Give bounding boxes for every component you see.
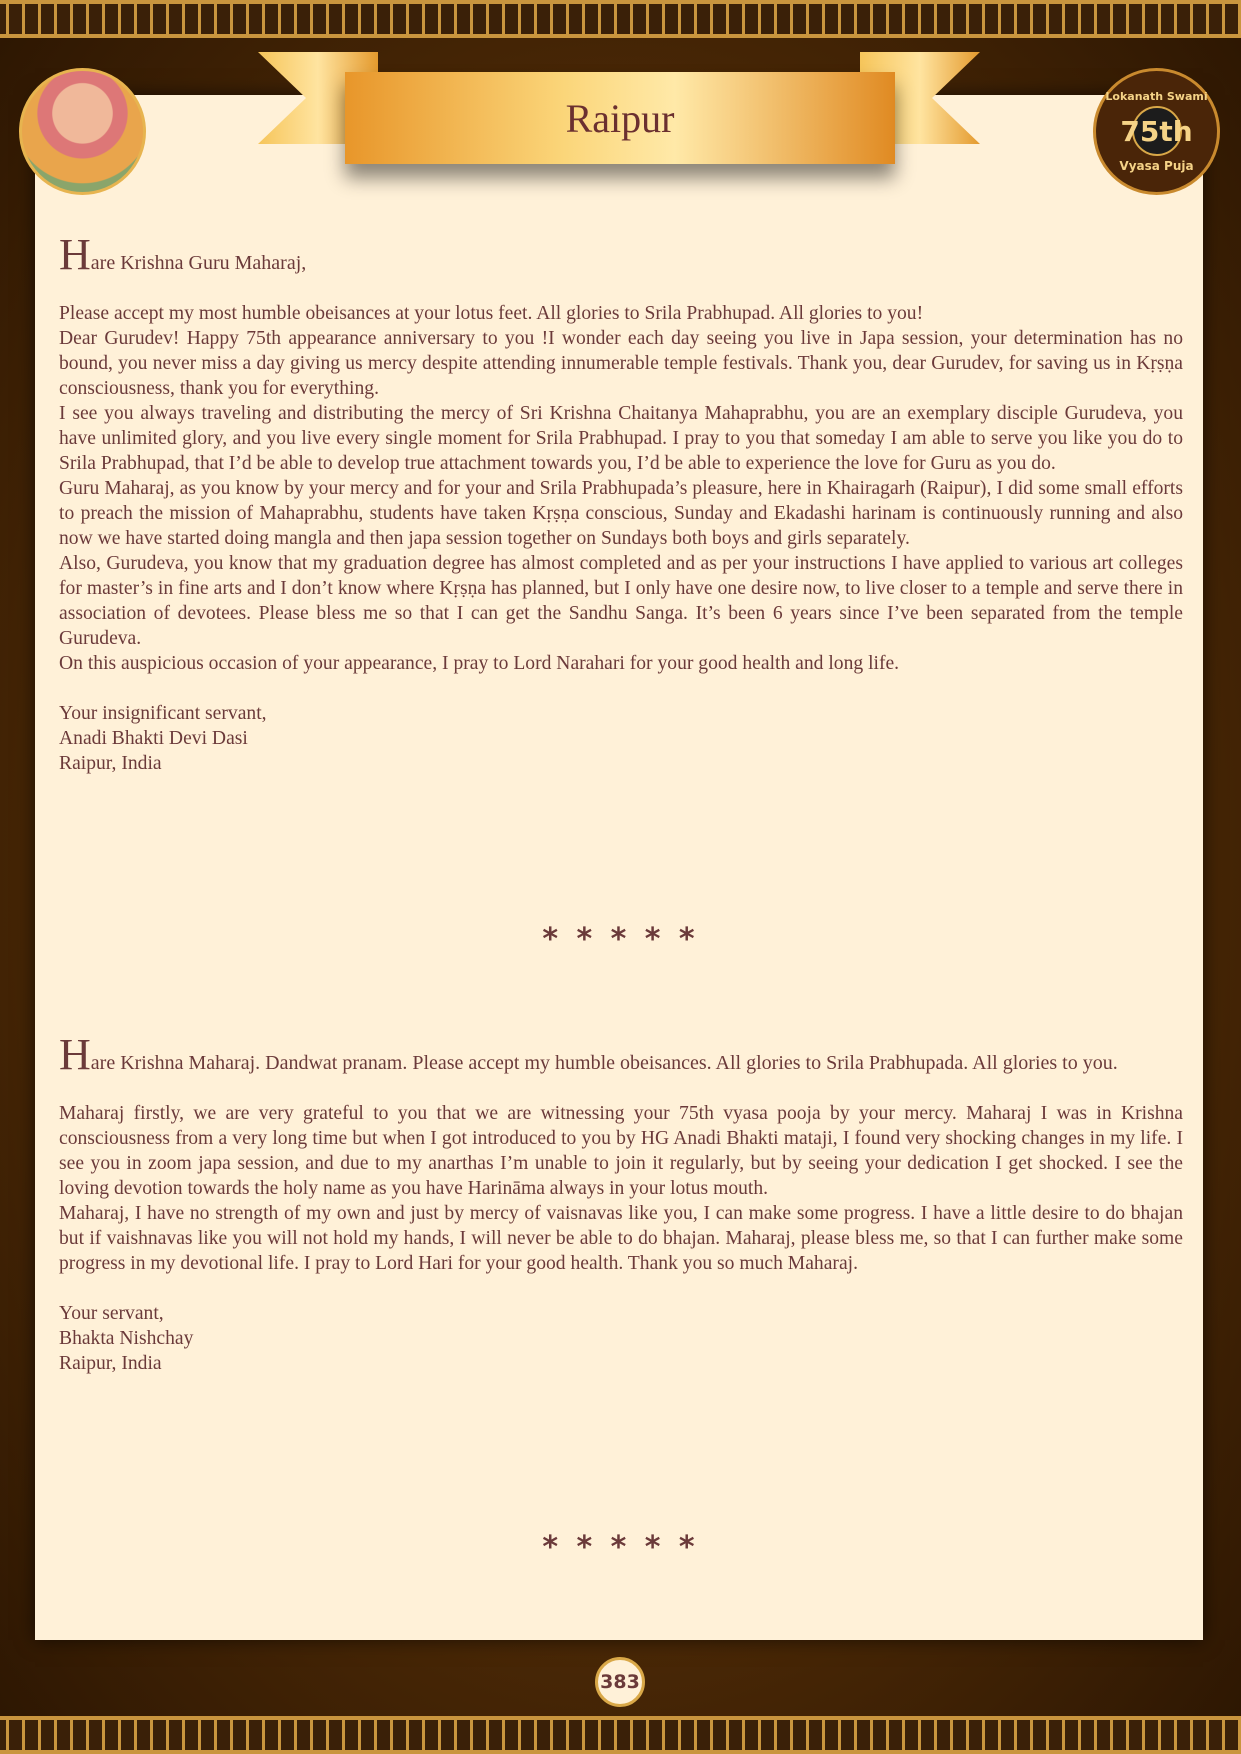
separator-stars: * * * * * bbox=[542, 1530, 699, 1565]
drop-cap: H bbox=[59, 1030, 91, 1079]
salutation bbox=[59, 230, 1183, 279]
title-ribbon bbox=[345, 72, 895, 164]
paragraph: Maharaj, I have no strength of my own and just by mercy of vaisnavas like you, I can make some progress. I have a little desire to do bhajan but if vaishnavas like you will not hold my hands, I will never be able to do bhajan. Maharaj, please bless me, so that I can further make some progress in my devotional life. I pray to Lord Hari for your good health. Thank you so much Maharaj. bbox=[59, 1203, 1183, 1274]
paragraph: Guru Maharaj, as you know by your mercy and for your and Srila Prabhupada’s pleasure, here in Khairagarh (Raipur), I did some small efforts to preach the mission of Mahaprabhu, students have taken Kṛṣṇa conscious, Sunday and Ekadashi harinam is continuously running and also now we have started doing mangla and then japa session together on Sundays both boys and girls separately. bbox=[59, 478, 1183, 549]
signature-location: Raipur, India bbox=[59, 753, 162, 774]
salutation-text: are Krishna Guru Maharaj, bbox=[90, 252, 307, 274]
guru-portrait-photo bbox=[19, 68, 146, 195]
salutation bbox=[59, 1030, 1183, 1079]
signature-name: Anadi Bhakti Devi Dasi bbox=[59, 728, 248, 749]
signature-name: Bhakta Nishchay bbox=[59, 1328, 194, 1349]
paragraph: I see you always traveling and distributing the mercy of Sri Krishna Chaitanya Mahaprabhu, you are an exemplary disciple Gurudeva, you have unlimited glory, and you live every single moment for Srila Prabhupad. I pray to you that someday I am able to serve you like you do to Srila Prabhupad, that I’d be able to develop true attachment towards you, I’d be able to experience the love for Guru as you do. bbox=[59, 403, 1183, 474]
paragraph: Please accept my most humble obeisances at your lotus feet. All glories to Srila Prabhupad. All glories to you! bbox=[59, 303, 924, 324]
logo-text-bottom: Vyasa Puja bbox=[1119, 159, 1194, 173]
page-title: Raipur bbox=[565, 95, 675, 141]
top-decorative-border bbox=[0, 0, 1241, 38]
logo-text-top: Lokanath Swami bbox=[1105, 90, 1208, 103]
separator-stars: * * * * * bbox=[542, 922, 699, 957]
paragraph: Also, Gurudeva, you know that my graduation degree has almost completed and as per your instructions I have applied to various art colleges for master’s in fine arts and I don’t know where Kṛṣṇa has planned, but I only have one desire now, to live closer to a temple and serve there in association of devotees. Please bless me so that I can get the Sandhu Sanga. It’s been 6 years since I’ve been separated from the temple Gurudeva. bbox=[59, 553, 1183, 649]
closing: Your insignificant servant, bbox=[59, 703, 267, 724]
bottom-decorative-border bbox=[0, 1716, 1241, 1754]
paragraph: Dear Gurudev! Happy 75th appearance anniversary to you !I wonder each day seeing you live in Japa session, your determination has no bound, you never miss a day giving us mercy despite attending innumerable temple festivals. Thank you, dear Gurudev, for saving us in Kṛṣṇa consciousness, thank you for everything. bbox=[59, 328, 1183, 399]
letter-2 bbox=[59, 1030, 1183, 1376]
page-number: 383 bbox=[595, 1657, 645, 1707]
paragraph: On this auspicious occasion of your appearance, I pray to Lord Narahari for your good health and long life. bbox=[59, 653, 900, 674]
paragraph: Maharaj firstly, we are very grateful to you that we are witnessing your 75th vyasa pooja by your mercy. Maharaj I was in Krishna consciousness from a very long time but when I got introduced to you by HG Anadi Bhakti mataji, I found very shocking changes in my life. I see you in zoom japa session, and due to my anarthas I’m unable to join it regularly, but by seeing your dedication I get shocked. I see the loving devotion towards the holy name as you have Harināma always in your lotus mouth. bbox=[59, 1103, 1183, 1199]
signature-location: Raipur, India bbox=[59, 1353, 162, 1374]
vyasa-puja-logo bbox=[1093, 68, 1220, 195]
drop-cap: H bbox=[59, 230, 91, 279]
salutation-text: are Krishna Maharaj. Dandwat pranam. Please accept my humble obeisances. All glories to Srila Prabhupada. All glories to you. bbox=[90, 1052, 1118, 1074]
closing: Your servant, bbox=[59, 1303, 164, 1324]
logo-number: 75th bbox=[1132, 106, 1182, 156]
letter-1 bbox=[59, 230, 1183, 776]
